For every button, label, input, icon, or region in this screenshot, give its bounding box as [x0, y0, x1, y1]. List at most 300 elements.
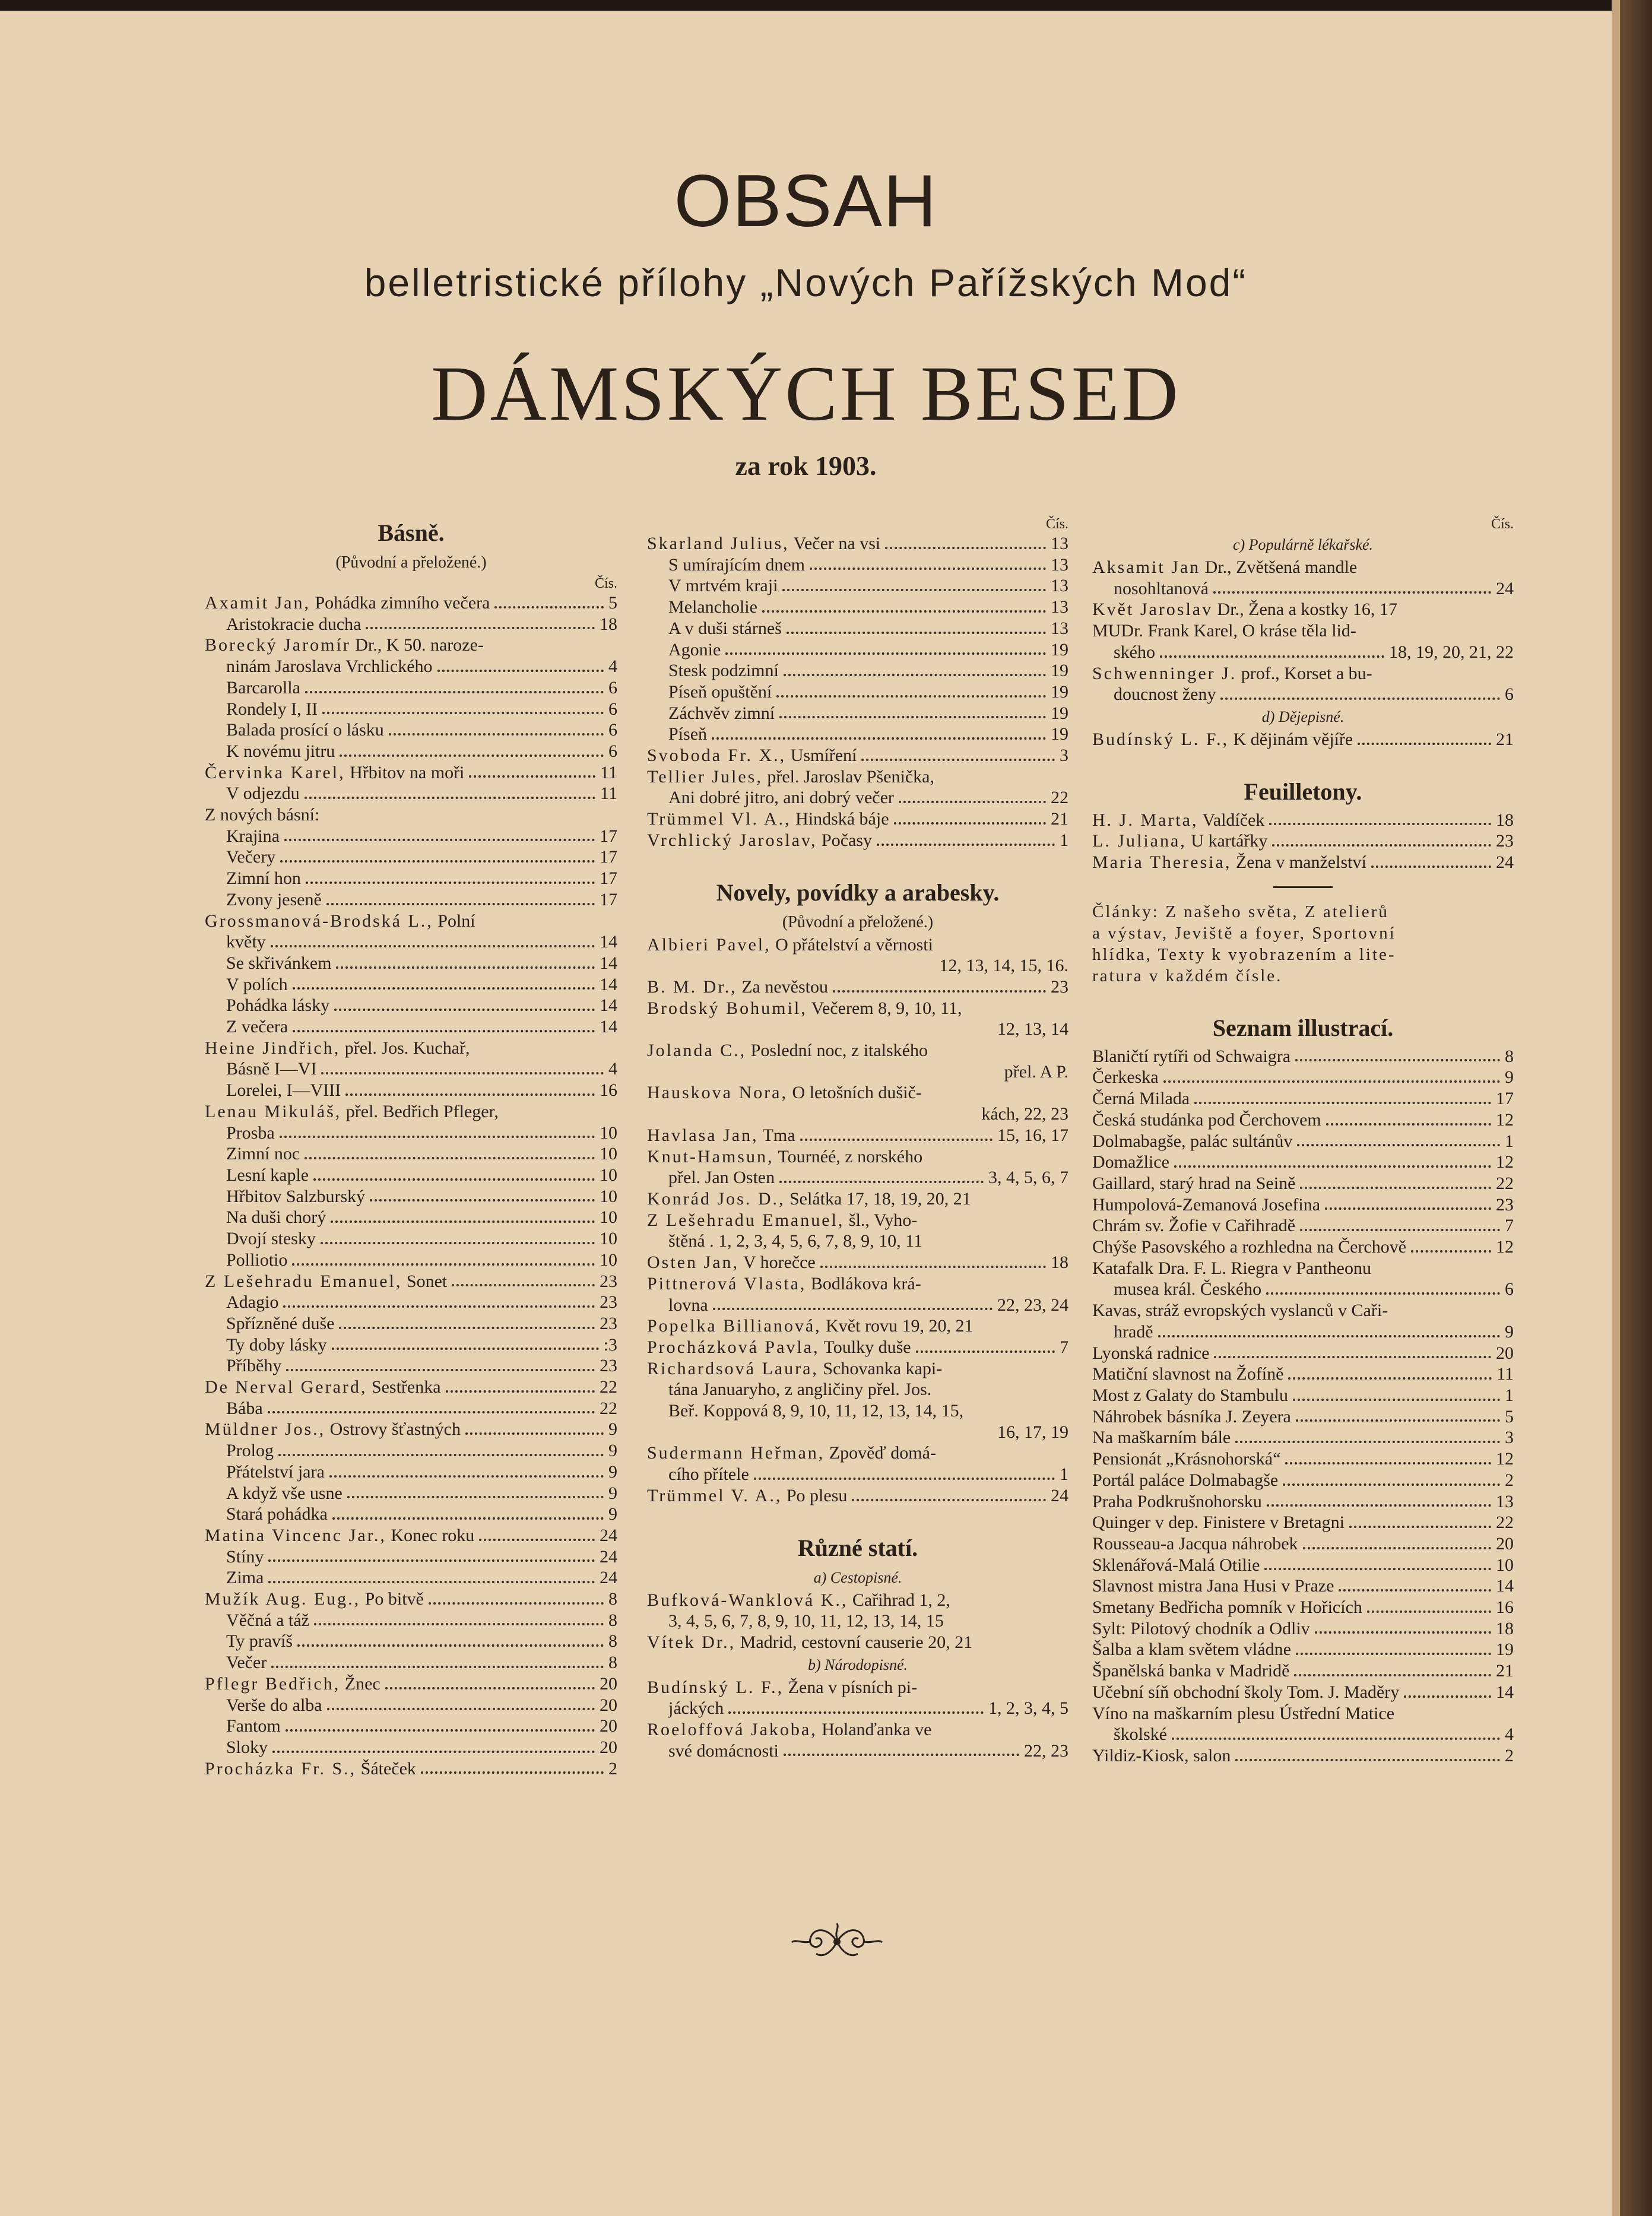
author-entry [1092, 810, 1514, 831]
entry-line [205, 1080, 617, 1101]
author-entry [205, 592, 617, 614]
issue-numbers: 10 [600, 1250, 617, 1270]
dot-leader [1358, 743, 1491, 745]
spacer [647, 1507, 1068, 1530]
entry-title: Chrám sv. Žofie v Cařihradě [1092, 1216, 1296, 1236]
author-name: Květ Jaroslav [1092, 600, 1213, 620]
dot-leader [494, 606, 604, 608]
issue-numbers: 9 [608, 1483, 617, 1503]
dot-leader [1269, 823, 1491, 825]
entry-line [205, 614, 617, 635]
entry-title: Lesní kaple [226, 1165, 309, 1185]
entry-title: nosohltanová [1114, 578, 1209, 598]
entry-text [647, 1337, 911, 1358]
author-entry [647, 1252, 1068, 1273]
issue-numbers: 4 [608, 657, 617, 677]
author-name: Müldner Jos., [205, 1419, 326, 1440]
work-title: V horečce [738, 1253, 816, 1273]
entry-text [205, 635, 484, 656]
entry-title: A v duši stárneš [668, 618, 782, 638]
dot-leader [1194, 1102, 1491, 1104]
entry-line [1092, 1046, 1514, 1067]
entry-line [647, 703, 1068, 724]
entry-text [205, 1525, 474, 1546]
entry-line [205, 1398, 617, 1419]
entry-text [647, 1443, 936, 1464]
entry-line [1092, 1555, 1514, 1576]
entry-title: Česká studánka pod Čerchovem [1092, 1109, 1321, 1130]
work-title: Po plesu [782, 1485, 848, 1505]
issue-numbers: 22 [1496, 1173, 1514, 1193]
dot-leader [1303, 1547, 1491, 1549]
dot-leader [1296, 1419, 1500, 1422]
entry-line [647, 618, 1068, 639]
author-entry [647, 934, 1068, 956]
issue-numbers: 19 [1496, 1640, 1514, 1660]
entry-title: Zimní noc [226, 1144, 300, 1164]
entry-line [1092, 1300, 1514, 1321]
author-entry [1092, 557, 1514, 578]
work-title: šl., Vyho- [844, 1210, 918, 1230]
issue-numbers: 13 [1051, 554, 1068, 575]
entry-text [205, 1038, 470, 1059]
dot-leader [1283, 1483, 1500, 1486]
dot-leader [784, 1754, 1019, 1756]
issue-numbers: 18 [1051, 1253, 1068, 1273]
issue-numbers: 14 [1496, 1576, 1514, 1596]
entry-title: jáckých [668, 1698, 724, 1719]
dot-leader [784, 674, 1046, 676]
work-title: Cařihrad 1, 2, [848, 1590, 950, 1610]
entry-text [647, 1273, 921, 1295]
issue-numbers: 9 [608, 1504, 617, 1524]
issue-numbers: 6 [608, 699, 617, 719]
author-name: Grossmanová-Brodská L., [205, 911, 433, 931]
dot-leader [366, 627, 595, 629]
articles-note: hlídka, Texty k vyobrazením a lite- [1092, 944, 1396, 964]
issue-numbers: 5 [1505, 1406, 1514, 1426]
author-name: H. J. Marta, [1092, 810, 1198, 830]
author-name: Roeloffová Jakoba, [647, 1720, 817, 1740]
author-name: Svoboda Fr. X., [647, 746, 787, 766]
author-entry [205, 635, 617, 656]
dot-leader [278, 1454, 604, 1456]
dot-leader [293, 1030, 595, 1032]
author-name: Popelka Billianová, [647, 1316, 822, 1336]
entry-line [1092, 1745, 1514, 1767]
entry-line [647, 660, 1068, 681]
issue-numbers: 24 [600, 1525, 617, 1545]
dot-leader [297, 1644, 604, 1647]
entry-line [205, 1695, 617, 1716]
issue-numbers: 5 [608, 593, 617, 613]
entry-continuation [647, 955, 1068, 977]
author-name: Jolanda C., [647, 1041, 747, 1061]
dot-leader [762, 610, 1046, 613]
dot-leader [283, 1305, 595, 1308]
issue-numbers: 8 [608, 1610, 617, 1630]
entry-text [1092, 557, 1357, 578]
entry-line [205, 889, 617, 911]
entry-title: Věčná a táž [226, 1610, 309, 1630]
issue-numbers: 1 [1505, 1131, 1514, 1151]
author-name: Z Lešehradu Emanuel, [205, 1271, 402, 1291]
entry-line [1092, 1597, 1514, 1618]
dot-leader [1288, 1377, 1492, 1380]
author-entry [647, 1590, 1068, 1611]
author-name: Knut-Hamsun, [647, 1146, 774, 1166]
entry-text [205, 1101, 499, 1123]
author-name: Tellier Jules, [647, 766, 763, 787]
entry-title: Adagio [226, 1292, 279, 1313]
entry-title: Sloky [226, 1737, 268, 1757]
issue-numbers: 18, 19, 20, 21, 22 [1389, 642, 1514, 662]
work-title: Sestřenka [367, 1377, 441, 1397]
issue-numbers: 12, 13, 14 [997, 1019, 1068, 1039]
author-name: Maria Theresia, [1092, 852, 1232, 873]
issue-numbers: 21 [1496, 729, 1514, 749]
entry-text [647, 998, 962, 1019]
issue-numbers: přel. A P. [1004, 1061, 1068, 1082]
dot-leader [280, 1136, 595, 1138]
entry-continuation [647, 1019, 1068, 1040]
entry-text [1092, 599, 1397, 620]
entry-title: Portál paláce Dolmabagše [1092, 1470, 1279, 1490]
issue-numbers: 24 [600, 1546, 617, 1567]
entry-line [205, 847, 617, 868]
entry-line [205, 1737, 617, 1758]
author-entry [1092, 620, 1514, 642]
entry-line [205, 1610, 617, 1631]
entry-text [205, 1589, 424, 1610]
entry-title: Náhrobek básníka J. Zeyera [1092, 1406, 1291, 1426]
entry-text [647, 934, 933, 956]
dot-leader [1315, 1631, 1491, 1634]
dot-leader [1174, 1165, 1491, 1168]
dot-leader [389, 733, 604, 736]
issue-numbers: 9 [608, 1462, 617, 1482]
dot-leader [1349, 1526, 1491, 1528]
author-entry [1092, 830, 1514, 852]
dot-leader [271, 1666, 604, 1668]
dot-leader [479, 1539, 595, 1541]
dot-leader [885, 547, 1046, 549]
entry-line [1092, 1575, 1514, 1597]
dot-leader [347, 1496, 604, 1498]
entry-line [205, 1567, 617, 1589]
issue-numbers: 9 [1505, 1067, 1514, 1088]
issue-numbers: 10 [600, 1123, 617, 1143]
author-entry [647, 533, 1068, 554]
page-title: OBSAH [674, 160, 938, 242]
author-entry [647, 1315, 1068, 1337]
issue-numbers: 1 [1505, 1385, 1514, 1405]
entry-text [647, 809, 889, 830]
dot-leader [452, 1284, 595, 1286]
entry-line [647, 1295, 1068, 1316]
issue-numbers: 14 [600, 953, 617, 973]
issue-numbers: 24 [1496, 578, 1514, 598]
section-heading: Novely, povídky a arabesky. [716, 879, 1000, 906]
work-title: Zpověď domá- [825, 1443, 936, 1463]
entry-title: Záchvěv zimní [668, 703, 775, 723]
author-name: Heine Jindřich, [205, 1038, 341, 1058]
entry-text [647, 745, 857, 766]
dot-leader [861, 759, 1055, 761]
dot-leader [1158, 1335, 1500, 1337]
author-entry [647, 1125, 1068, 1146]
work-title: Konec roku [386, 1525, 475, 1545]
dot-leader [1297, 1144, 1500, 1146]
entry-title: S umírajícím dnem [668, 554, 805, 575]
author-name: Pittnerová Vlasta, [647, 1273, 807, 1294]
entry-line [647, 1231, 1068, 1252]
entry-text [647, 1252, 816, 1273]
dot-leader [336, 966, 595, 969]
entry-line [1092, 1427, 1514, 1448]
dot-leader [293, 987, 595, 990]
dot-leader [1296, 1653, 1491, 1655]
issue-numbers: 20 [1496, 1343, 1514, 1363]
entry-title: Quinger v dep. Finistere v Bretagni [1092, 1513, 1345, 1533]
entry-text [647, 830, 872, 851]
dot-leader [1326, 1123, 1491, 1126]
subsection-heading: d) Dějepisné. [1261, 708, 1345, 725]
entry-title: Sylt: Pilotový chodník a Odliv [1092, 1618, 1310, 1638]
issue-numbers: 10 [600, 1186, 617, 1206]
author-name: Bufková-Wanklová K., [647, 1590, 848, 1610]
dot-leader [305, 797, 596, 799]
dot-leader [322, 712, 604, 714]
magazine-title: DÁMSKÝCH BESED [431, 350, 1181, 437]
issue-numbers: 22 [1051, 788, 1068, 808]
dot-leader [787, 632, 1046, 634]
dot-leader [465, 1432, 604, 1435]
entry-title: Chýše Pasovského a rozhledna na Čerchově [1092, 1237, 1407, 1257]
entry-line [205, 1440, 617, 1462]
entry-line [647, 1698, 1068, 1719]
work-title: Schovanka kapi- [818, 1358, 943, 1378]
author-name: Červinka Karel, [205, 762, 345, 782]
issue-numbers: 17 [600, 847, 617, 867]
dot-leader [877, 844, 1055, 846]
entry-title: Přátelství jara [226, 1462, 325, 1482]
issue-numbers: 19 [1051, 703, 1068, 723]
issue-numbers: 8 [1505, 1046, 1514, 1066]
entry-line [205, 1652, 617, 1673]
entry-title: Ty doby lásky [226, 1334, 327, 1355]
author-entry [647, 977, 1068, 998]
dot-leader [329, 1475, 604, 1478]
author-entry [205, 1673, 617, 1695]
author-name: Pflegr Bedřich, [205, 1673, 341, 1694]
year-line: za rok 1903. [735, 451, 877, 481]
entry-title: Na maškarním bále [1092, 1428, 1231, 1448]
author-name: B. M. Dr., [647, 977, 737, 997]
entry-title: Z nových básní: [205, 805, 320, 825]
dot-leader [1160, 655, 1384, 658]
work-title: Hřbitov na moři [345, 762, 465, 782]
entry-text [647, 1125, 795, 1146]
entry-title: Příběhy [226, 1356, 282, 1376]
entry-title: hradě [1114, 1321, 1153, 1342]
entry-line [1092, 1258, 1514, 1279]
issue-numbers: 23 [600, 1271, 617, 1291]
issue-numbers: 13 [1051, 534, 1068, 553]
dot-leader [334, 1009, 595, 1011]
entry-line [1092, 1724, 1514, 1745]
dot-leader [326, 903, 595, 905]
entry-title: doucnost ženy [1114, 684, 1216, 705]
entry-line [205, 1292, 617, 1313]
work-title: Za nevěstou [737, 977, 828, 997]
dot-leader [332, 1517, 604, 1520]
dot-leader [469, 775, 595, 778]
entry-text [1092, 663, 1372, 684]
dot-leader [820, 1266, 1046, 1268]
issue-numbers: 20 [600, 1716, 617, 1736]
entry-text [205, 911, 475, 932]
entry-line [205, 995, 617, 1016]
dot-leader [800, 1139, 993, 1141]
author-entry [647, 1210, 1068, 1231]
entry-line [1092, 578, 1514, 600]
entry-line [205, 1058, 617, 1080]
section-heading: Básně. [378, 519, 445, 546]
entry-line [1092, 1660, 1514, 1682]
author-entry [647, 1273, 1068, 1295]
author-name: Richardsová Laura, [647, 1358, 819, 1378]
entry-title: Ty pravíš [226, 1631, 293, 1651]
issue-numbers: 24 [1051, 1485, 1068, 1505]
entry-title: Šalba a klam světem vládne [1092, 1640, 1291, 1660]
author-entry [647, 1485, 1068, 1507]
dot-leader [429, 1602, 604, 1605]
issue-column-label: Čís. [594, 576, 617, 591]
work-title: Poslední noc, z italského [746, 1041, 928, 1061]
author-entry [647, 1082, 1068, 1104]
entry-title: Lorelei, I—VIII [226, 1080, 341, 1101]
entry-line [647, 575, 1068, 597]
entry-line [205, 1228, 617, 1250]
author-entry [1092, 729, 1514, 750]
author-entry [647, 830, 1068, 851]
dot-leader [321, 1072, 604, 1074]
issue-numbers: 3 [1060, 746, 1068, 766]
work-title: prof., Korset a bu- [1236, 663, 1372, 683]
author-entry [647, 1632, 1068, 1653]
issue-numbers: 1 [1060, 830, 1068, 850]
dot-leader [1235, 1441, 1500, 1443]
issue-numbers: 13 [1051, 576, 1068, 596]
author-name: Trümmel Vl. A., [647, 809, 791, 829]
dot-leader [437, 670, 604, 672]
entry-line [1092, 1533, 1514, 1555]
entry-line [205, 783, 617, 804]
dot-leader [284, 839, 595, 841]
entry-line [1092, 1406, 1514, 1428]
entry-continuation [647, 1061, 1068, 1083]
entry-title: Prolog [226, 1441, 274, 1461]
author-entry [205, 1038, 617, 1059]
entry-line [1092, 1173, 1514, 1194]
author-entry [205, 1589, 617, 1610]
author-name: Konrád Jos. D., [647, 1188, 785, 1209]
entry-title: Stíny [226, 1546, 264, 1567]
entry-title: školské [1114, 1724, 1167, 1745]
issue-numbers: 17 [600, 826, 617, 846]
issue-numbers: 12 [1496, 1109, 1514, 1130]
entry-line [1092, 1215, 1514, 1237]
entry-line [647, 1741, 1068, 1762]
author-name: Z Lešehradu Emanuel, [647, 1210, 845, 1230]
issue-numbers: 19 [1051, 724, 1068, 744]
entry-title: Katafalk Dra. F. L. Riegra v Pantheonu [1092, 1258, 1371, 1278]
entry-line [647, 724, 1068, 745]
entry-line [1092, 1639, 1514, 1660]
dot-leader [1339, 1589, 1491, 1592]
work-title: U kartářky [1186, 831, 1268, 851]
issue-numbers: 19 [1051, 661, 1068, 681]
section-heading: Feuilletony. [1244, 778, 1362, 805]
dot-leader [340, 754, 604, 757]
divider [1273, 886, 1333, 888]
issue-numbers: 10 [600, 1207, 617, 1228]
issue-numbers: 6 [608, 720, 617, 740]
page-edge [1612, 0, 1620, 2216]
work-title: MUDr. Frank Karel, O kráse těla lid- [1092, 621, 1356, 641]
entry-title: Most z Galaty do Stambulu [1092, 1385, 1288, 1405]
entry-line [1092, 1682, 1514, 1703]
entry-line [1092, 1194, 1514, 1216]
work-title: Žena v manželství [1231, 852, 1366, 873]
entry-line [205, 1250, 617, 1271]
entry-line [205, 1207, 617, 1228]
dot-leader [331, 1220, 595, 1223]
entry-line [1092, 1470, 1514, 1491]
entry-line [1092, 1343, 1514, 1364]
entry-title: Stesk podzimní [668, 661, 779, 681]
entry-title: tána Januaryho, z angličiny přel. Jos. [668, 1380, 932, 1400]
work-title: přel. Jos. Kuchař, [340, 1038, 470, 1058]
entry-title: Yildiz-Kiosk, salon [1092, 1745, 1231, 1765]
dot-leader [305, 1157, 595, 1159]
dot-leader [280, 860, 595, 863]
issue-numbers: 11 [1496, 1364, 1514, 1384]
entry-text [1092, 830, 1267, 852]
work-title: Žnec [340, 1673, 381, 1694]
entry-title: Humpolová-Zemanová Josefina [1092, 1194, 1321, 1215]
entry-line [1092, 1279, 1514, 1300]
entry-line [1092, 1237, 1514, 1258]
issue-numbers: 17 [600, 889, 617, 909]
entry-title: K novému jitru [226, 741, 335, 761]
issue-numbers: 9 [1505, 1321, 1514, 1342]
section-note: (Původní a přeložené.) [335, 553, 487, 572]
entry-line [205, 1334, 617, 1356]
entry-title: štěná . 1, 2, 3, 4, 5, 6, 7, 8, 9, 10, 11 [668, 1231, 923, 1251]
author-name: Budínský L. F., [647, 1677, 784, 1697]
entry-text [205, 1419, 461, 1440]
work-title: Polní [433, 911, 475, 931]
dot-leader [1214, 1356, 1491, 1358]
entry-line [205, 931, 617, 953]
dot-leader [1293, 1399, 1500, 1401]
issue-numbers: 6 [608, 677, 617, 698]
entry-title: Melancholie [668, 597, 757, 617]
entry-title: přel. Jan Osten [668, 1168, 775, 1188]
work-title: Ostrovy šťastných [325, 1419, 461, 1440]
